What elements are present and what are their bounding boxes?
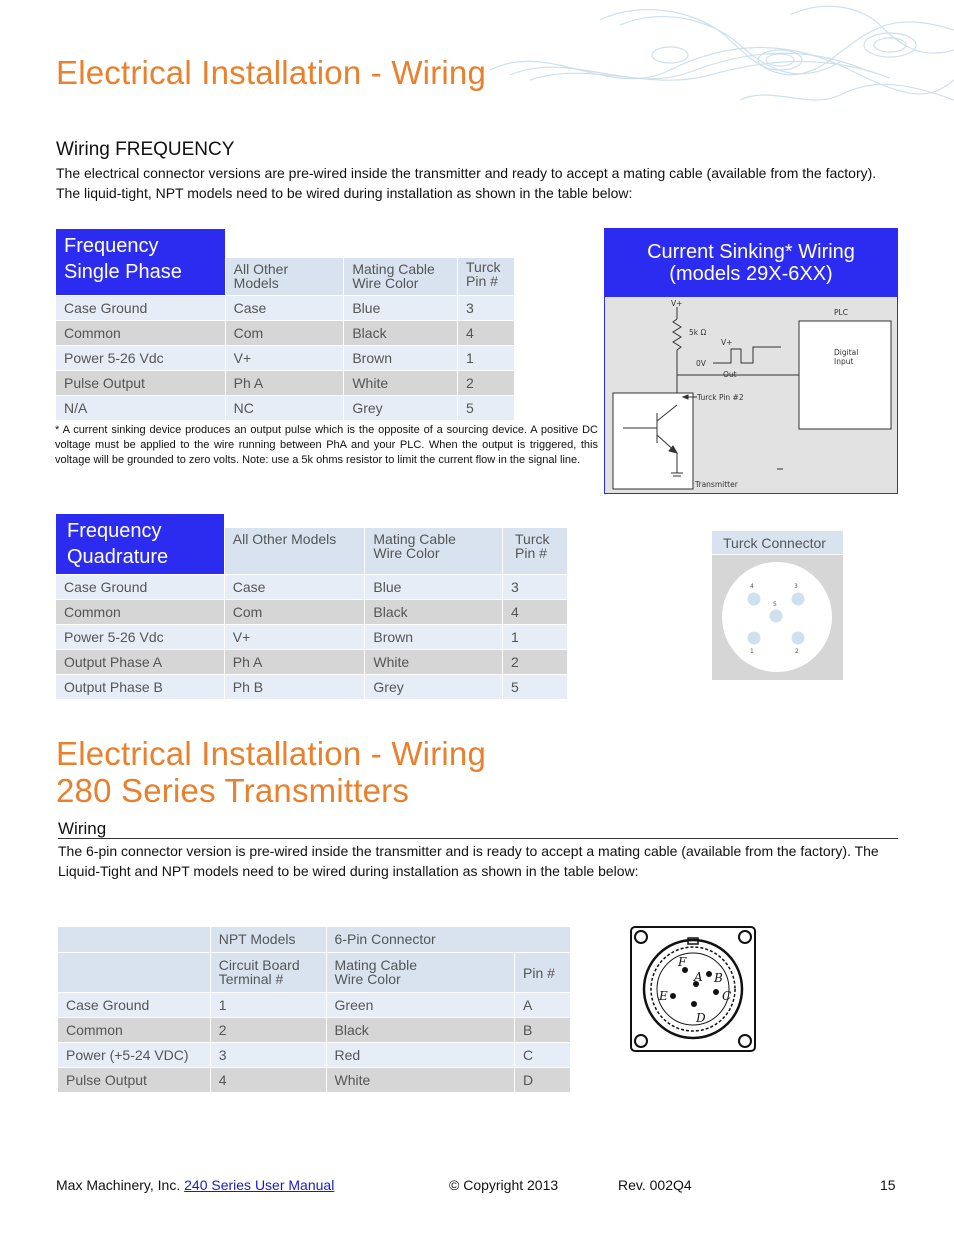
table-row: Case Ground Case Blue 3: [56, 296, 515, 321]
footer-company: Max Machinery, Inc. 240 Series User Manual: [56, 1177, 335, 1193]
footer-revision: Rev. 002Q4: [618, 1177, 692, 1193]
pin-label-4: 4: [750, 583, 754, 590]
quadrature-title: Frequency Quadrature: [56, 514, 225, 575]
table-row: Case Ground 1 Green A: [58, 993, 571, 1018]
current-sinking-diagram: [604, 228, 898, 494]
col-header-all-other-models: All Other Models: [224, 528, 365, 575]
six-pin-label-b: B: [714, 971, 723, 985]
col-header-turck-pin: Turck Pin #: [458, 258, 515, 296]
col-header-pin-number: Pin #: [515, 953, 571, 993]
label-turck-pin: Turck Pin #2: [697, 393, 744, 402]
label-zero-v: 0V: [696, 359, 706, 368]
turck-connector-pin-diagram: [712, 555, 843, 680]
table-row: Common Com Black 4: [56, 600, 568, 625]
col-header-npt-models: NPT Models: [210, 927, 326, 953]
turck-connector-label: Turck Connector: [712, 531, 843, 555]
six-pin-connector-drawing: [628, 924, 758, 1054]
turck-connector-figure: [712, 531, 843, 680]
manual-link[interactable]: 240 Series User Manual: [184, 1177, 335, 1193]
table-row: Power (+5-24 VDC) 3 Red C: [58, 1043, 571, 1068]
table-row: Common Com Black 4: [56, 321, 515, 346]
col-header-wire-color: Mating Cable Wire Color: [365, 528, 503, 575]
pin-label-1: 1: [750, 648, 754, 655]
section-subtitle-frequency: Wiring FREQUENCY: [56, 139, 235, 160]
col-header-6-pin-connector: 6-Pin Connector: [326, 927, 570, 953]
page-number: 15: [880, 1177, 896, 1193]
section-subtitle-wiring: Wiring: [58, 820, 898, 839]
six-pin-label-a: A: [694, 970, 703, 984]
table-row: Output Phase B Ph B Grey 5: [56, 675, 568, 700]
label-transmitter: Transmitter: [695, 480, 738, 489]
sinking-footnote: * A current sinking device produces an output pulse which is the opposite of a sourcing device. A positive DC voltage must be applied to the wire running between PhA and your PLC. When the output is triggered, this voltage will be grounded to zero volts. Note: use a 5k ohms resistor to limit the current flow in the signal line.: [55, 424, 598, 466]
label-out: Out: [723, 370, 737, 379]
table-row: Pulse Output 4 White D: [58, 1068, 571, 1093]
table-row: Pulse Output Ph A White 2: [56, 371, 515, 396]
table-row: Common 2 Black B: [58, 1018, 571, 1043]
pin-label-5: 5: [773, 601, 777, 608]
page-title: Electrical Installation - Wiring: [56, 54, 487, 91]
section-title-280: Electrical Installation - Wiring 280 Series Transmitters: [56, 735, 487, 809]
table-row: N/A NC Grey 5: [56, 396, 515, 421]
table-row: Power 5-26 Vdc V+ Brown 1: [56, 625, 568, 650]
label-vplus: V+: [671, 299, 683, 308]
label-digital-input-2: Input: [834, 357, 854, 366]
intro-paragraph: The electrical connector versions are pre-wired inside the transmitter and ready to accept a mating cable (available from the factory). The liquid-tight, NPT models need to be wired during installation as shown in the table below:: [56, 165, 877, 201]
section2-paragraph: The 6-pin connector version is pre-wired inside the transmitter and is ready to accept a mating cable (available from the factory). The Liquid-Tight and NPT models need to be wired during installation as shown in the table below:: [58, 843, 879, 879]
col-header-circuit-board-terminal: Circuit Board Terminal #: [210, 953, 326, 993]
col-header-turck-pin: Turck Pin #: [503, 528, 568, 575]
table-row: Power 5-26 Vdc V+ Brown 1: [56, 346, 515, 371]
six-pin-label-e: E: [659, 989, 668, 1003]
pin-label-2: 2: [795, 648, 799, 655]
sinking-diagram-title: Current Sinking* Wiring (models 29X-6XX): [605, 229, 897, 297]
col-header-wire-color: Mating Cable Wire Color: [344, 258, 458, 296]
pin-label-3: 3: [794, 583, 798, 590]
label-digital-input-1: Digital: [834, 348, 859, 357]
six-pin-label-c: C: [722, 989, 732, 1003]
label-vplus2: V+: [721, 338, 733, 347]
label-resistor: 5k Ω: [689, 328, 707, 337]
table-row: Case Ground Case Blue 3: [56, 575, 568, 600]
label-plc: PLC: [834, 308, 848, 317]
six-pin-label-f: F: [678, 955, 687, 969]
six-pin-label-d: D: [696, 1011, 706, 1025]
col-header-mating-cable-wire-color: Mating Cable Wire Color: [326, 953, 515, 993]
series-280-wiring-table: [57, 926, 571, 1093]
sinking-circuit-schematic: [605, 297, 896, 493]
footer-copyright: © Copyright 2013: [449, 1177, 559, 1193]
quadrature-wiring-table: [55, 513, 568, 700]
single-phase-title: Frequency Single Phase: [56, 229, 226, 296]
decorative-wave-pattern: [490, 0, 954, 120]
col-header-all-other-models: All Other Models: [225, 258, 344, 296]
table-row: Output Phase A Ph A White 2: [56, 650, 568, 675]
single-phase-wiring-table: [55, 228, 515, 421]
